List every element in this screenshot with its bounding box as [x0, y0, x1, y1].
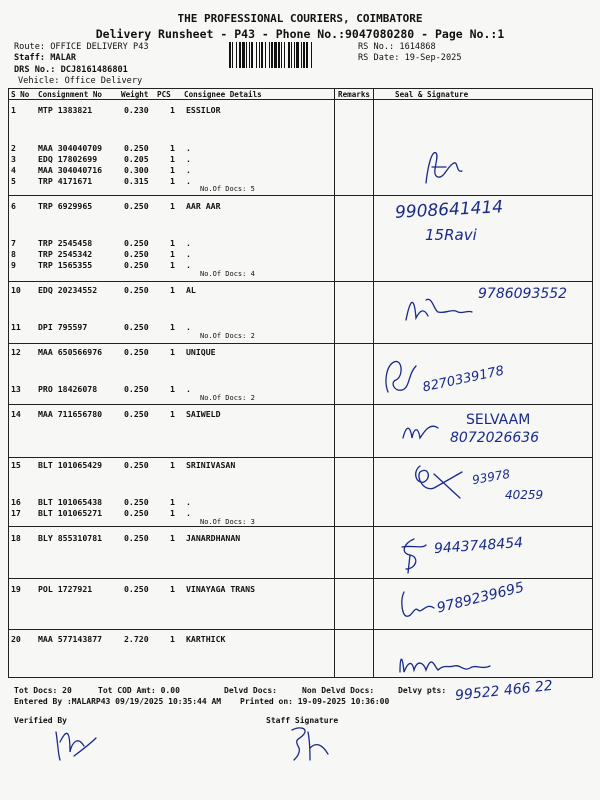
- handwritten-phone: 8072026636: [450, 430, 540, 446]
- row-divider: [8, 629, 593, 630]
- row-weight: 0.250: [124, 497, 149, 507]
- row-consignment: TRP 1565355: [38, 260, 93, 270]
- row-consignee: .: [186, 143, 191, 153]
- row-pcs: 1: [170, 322, 175, 332]
- row-consignee: .: [186, 165, 191, 175]
- row-consignment: DPI 795597: [38, 322, 88, 332]
- barcode-bar: [259, 42, 260, 68]
- remarks-divider: [334, 88, 335, 678]
- row-sno: 13: [11, 384, 21, 394]
- row-sno: 4: [11, 165, 16, 175]
- handwritten-name: SELVAAM: [466, 412, 531, 428]
- row-pcs: 1: [170, 347, 175, 357]
- delivery-points: Delvy pts:: [398, 686, 447, 695]
- row-consignee: .: [186, 260, 191, 270]
- row-consignee: UNIQUE: [186, 347, 216, 357]
- staff-signature-label: Staff Signature: [266, 716, 339, 725]
- row-weight: 0.250: [124, 533, 149, 543]
- row-consignee: KARTHICK: [186, 634, 226, 644]
- row-consignee: ESSILOR: [186, 105, 221, 115]
- no-of-docs: No.Of Docs: 3: [200, 518, 255, 526]
- staff-signature: [286, 722, 336, 764]
- row-weight: 0.250: [124, 322, 149, 332]
- signature-scribble: [418, 145, 468, 190]
- barcode-bar: [306, 42, 308, 68]
- row-sno: 5: [11, 176, 16, 186]
- row-consignee: AL: [186, 285, 196, 295]
- row-consignee: SRINIVASAN: [186, 460, 236, 470]
- barcode-bar: [236, 42, 237, 68]
- company-title: THE PROFESSIONAL COURIERS, COIMBATORE: [177, 12, 423, 25]
- row-sno: 17: [11, 508, 21, 518]
- row-consignment: BLT 101065271: [38, 508, 103, 518]
- delivered-docs: Delvd Docs:: [224, 686, 277, 695]
- row-divider: [8, 578, 593, 579]
- col-header-consignee: Consignee Details: [184, 90, 262, 99]
- barcode-bar: [232, 42, 233, 68]
- row-weight: 0.315: [124, 176, 149, 186]
- row-divider: [8, 343, 593, 344]
- row-divider: [8, 526, 593, 527]
- row-weight: 0.250: [124, 409, 149, 419]
- row-sno: 16: [11, 497, 21, 507]
- signature-divider: [373, 88, 374, 678]
- printed-on: Printed on: 19-09-2025 10:36:00: [240, 697, 390, 706]
- drs-line: DRS No.: DCJ8161486801: [14, 65, 128, 75]
- barcode-bar: [246, 42, 247, 68]
- row-sno: 6: [11, 201, 16, 211]
- row-consignment: BLT 101065438: [38, 497, 103, 507]
- barcode-bar: [296, 42, 299, 68]
- handwritten-number: 40259: [505, 488, 544, 502]
- row-consignee: .: [186, 238, 191, 248]
- table-border: [8, 677, 593, 678]
- row-consignment: TRP 6929965: [38, 201, 93, 211]
- barcode-bar: [274, 42, 277, 68]
- barcode: [229, 42, 354, 68]
- row-weight: 0.250: [124, 384, 149, 394]
- handwritten-name: 15Ravi: [425, 226, 477, 244]
- row-sno: 10: [11, 285, 21, 295]
- route-value: OFFICE DELIVERY P43: [50, 42, 149, 52]
- handwritten-phone: 99522 466 22: [454, 677, 554, 705]
- row-sno: 7: [11, 238, 16, 248]
- handwritten-phone: 9908641414: [394, 197, 504, 223]
- row-consignee: .: [186, 384, 191, 394]
- row-sno: 9: [11, 260, 16, 270]
- row-sno: 20: [11, 634, 21, 644]
- total-docs: Tot Docs: 20: [14, 686, 72, 695]
- row-consignment: MTP 1383821: [38, 105, 93, 115]
- header-divider: [8, 99, 593, 100]
- handwritten-phone: 9443748454: [433, 534, 524, 558]
- row-divider: [8, 404, 593, 405]
- barcode-bar: [239, 42, 241, 68]
- row-sno: 2: [11, 143, 16, 153]
- rs-date-line: RS Date: 19-Sep-2025: [358, 53, 462, 63]
- signature-scribble: [410, 458, 468, 502]
- row-consignee: JANARDHANAN: [186, 533, 241, 543]
- row-sno: 14: [11, 409, 21, 419]
- table-border: [8, 88, 9, 678]
- barcode-bar: [288, 42, 290, 68]
- row-divider: [8, 281, 593, 282]
- row-consignment: EDQ 20234552: [38, 285, 98, 295]
- row-pcs: 1: [170, 165, 175, 175]
- col-header-consignment: Consignment No: [38, 90, 103, 99]
- row-consignment: MAA 711656780: [38, 409, 103, 419]
- row-pcs: 1: [170, 143, 175, 153]
- signature-scribble: [400, 418, 440, 444]
- row-weight: 0.250: [124, 143, 149, 153]
- verifier-signature: [50, 722, 100, 764]
- row-consignee: .: [186, 176, 191, 186]
- rs-date-value: 19-Sep-2025: [404, 53, 462, 63]
- staff-line: Staff: MALAR: [14, 53, 77, 63]
- barcode-bar: [281, 42, 282, 68]
- row-weight: 0.205: [124, 154, 149, 164]
- barcode-bar: [249, 42, 250, 68]
- barcode-bar: [291, 42, 292, 68]
- barcode-bar: [229, 42, 231, 68]
- row-divider: [8, 457, 593, 458]
- row-pcs: 1: [170, 384, 175, 394]
- row-consignee: .: [186, 497, 191, 507]
- col-header-sno: S No: [11, 90, 30, 99]
- barcode-bar: [251, 42, 253, 68]
- barcode-bar: [303, 42, 305, 68]
- barcode-bar: [278, 42, 280, 68]
- row-sno: 8: [11, 249, 16, 259]
- barcode-bar: [261, 42, 263, 68]
- runsheet-title: Delivery Runsheet - P43 - Phone No.:9047080280 - Page No.:1: [95, 27, 505, 41]
- row-weight: 0.250: [124, 260, 149, 270]
- row-pcs: 1: [170, 176, 175, 186]
- entered-by: Entered By :MALARP43 09/19/2025 10:35:44 AM: [14, 697, 222, 706]
- row-pcs: 1: [170, 634, 175, 644]
- row-consignee: .: [186, 322, 191, 332]
- row-pcs: 1: [170, 249, 175, 259]
- verified-by-label: Verified By: [14, 716, 67, 725]
- row-sno: 12: [11, 347, 21, 357]
- row-consignee: .: [186, 249, 191, 259]
- row-weight: 0.300: [124, 165, 149, 175]
- row-pcs: 1: [170, 460, 175, 470]
- rs-no-line: RS No.: 1614868: [358, 42, 436, 52]
- row-weight: 0.250: [124, 508, 149, 518]
- handwritten-phone: 9786093552: [478, 286, 568, 302]
- row-sno: 3: [11, 154, 16, 164]
- barcode-bar: [301, 42, 302, 68]
- row-weight: 0.250: [124, 584, 149, 594]
- row-consignee: AAR AAR: [186, 201, 221, 211]
- row-sno: 19: [11, 584, 21, 594]
- row-weight: 0.250: [124, 285, 149, 295]
- signature-scribble: [380, 352, 420, 400]
- row-weight: 0.250: [124, 347, 149, 357]
- row-pcs: 1: [170, 584, 175, 594]
- signature-scribble: [394, 535, 432, 575]
- row-sno: 18: [11, 533, 21, 543]
- row-consignment: BLT 101065429: [38, 460, 103, 470]
- no-of-docs: No.Of Docs: 4: [200, 270, 255, 278]
- table-border: [592, 88, 593, 678]
- row-weight: 0.250: [124, 460, 149, 470]
- row-pcs: 1: [170, 105, 175, 115]
- row-consignment: BLY 855310781: [38, 533, 103, 543]
- no-of-docs: No.Of Docs: 5: [200, 185, 255, 193]
- handwritten-number: 93978: [471, 466, 512, 488]
- vehicle-line: Vehicle: Office Delivery: [18, 76, 143, 86]
- route-line: Route: OFFICE DELIVERY P43: [14, 42, 149, 52]
- row-pcs: 1: [170, 238, 175, 248]
- row-consignment: POL 1727921: [38, 584, 93, 594]
- non-delivered-docs: Non Delvd Docs:: [302, 686, 375, 695]
- row-pcs: 1: [170, 260, 175, 270]
- handwritten-phone: 9789239695: [435, 579, 526, 617]
- row-consignment: MAA 304040716: [38, 165, 103, 175]
- barcode-bar: [265, 42, 266, 68]
- row-consignment: PRO 18426078: [38, 384, 98, 394]
- barcode-bar: [269, 42, 270, 68]
- row-consignee: VINAYAGA TRANS: [186, 584, 256, 594]
- barcode-bar: [256, 42, 257, 68]
- row-weight: 0.250: [124, 238, 149, 248]
- row-pcs: 1: [170, 409, 175, 419]
- row-sno: 15: [11, 460, 21, 470]
- barcode-bar: [311, 42, 312, 68]
- row-weight: 0.250: [124, 249, 149, 259]
- row-pcs: 1: [170, 201, 175, 211]
- staff-value: MALAR: [50, 53, 77, 63]
- handwritten-phone: 8270339178: [421, 363, 506, 396]
- row-pcs: 1: [170, 154, 175, 164]
- row-consignment: EDQ 17802699: [38, 154, 98, 164]
- col-header-signature: Seal & Signature: [395, 90, 469, 99]
- col-header-remarks: Remarks: [338, 90, 371, 99]
- row-weight: 2.720: [124, 634, 149, 644]
- row-consignment: TRP 2545458: [38, 238, 93, 248]
- no-of-docs: No.Of Docs: 2: [200, 332, 255, 340]
- row-pcs: 1: [170, 285, 175, 295]
- vehicle-value: Office Delivery: [64, 76, 143, 86]
- row-sno: 1: [11, 105, 16, 115]
- row-consignment: MAA 577143877: [38, 634, 103, 644]
- row-weight: 0.250: [124, 201, 149, 211]
- barcode-bar: [284, 42, 285, 68]
- row-divider: [8, 195, 593, 196]
- rs-no-value: 1614868: [399, 42, 436, 52]
- row-pcs: 1: [170, 508, 175, 518]
- barcode-bar: [294, 42, 295, 68]
- row-pcs: 1: [170, 533, 175, 543]
- row-consignment: TRP 4171671: [38, 176, 93, 186]
- row-weight: 0.230: [124, 105, 149, 115]
- row-consignee: SAIWELD: [186, 409, 221, 419]
- drs-value: DCJ8161486801: [60, 65, 128, 75]
- col-header-weight: Weight: [121, 90, 149, 99]
- signature-scribble: [396, 648, 496, 678]
- barcode-bar: [271, 42, 273, 68]
- row-consignment: TRP 2545342: [38, 249, 93, 259]
- col-header-pcs: PCS: [157, 90, 171, 99]
- row-consignee: .: [186, 154, 191, 164]
- row-consignee: .: [186, 508, 191, 518]
- row-consignment: MAA 304040709: [38, 143, 103, 153]
- row-consignment: MAA 650566976: [38, 347, 103, 357]
- signature-scribble: [402, 290, 474, 325]
- row-pcs: 1: [170, 497, 175, 507]
- barcode-bar: [242, 42, 245, 68]
- row-sno: 11: [11, 322, 21, 332]
- table-border: [8, 88, 593, 89]
- total-cod-amount: Tot COD Amt: 0.00: [98, 686, 180, 695]
- signature-scribble: [396, 588, 436, 622]
- no-of-docs: No.Of Docs: 2: [200, 394, 255, 402]
